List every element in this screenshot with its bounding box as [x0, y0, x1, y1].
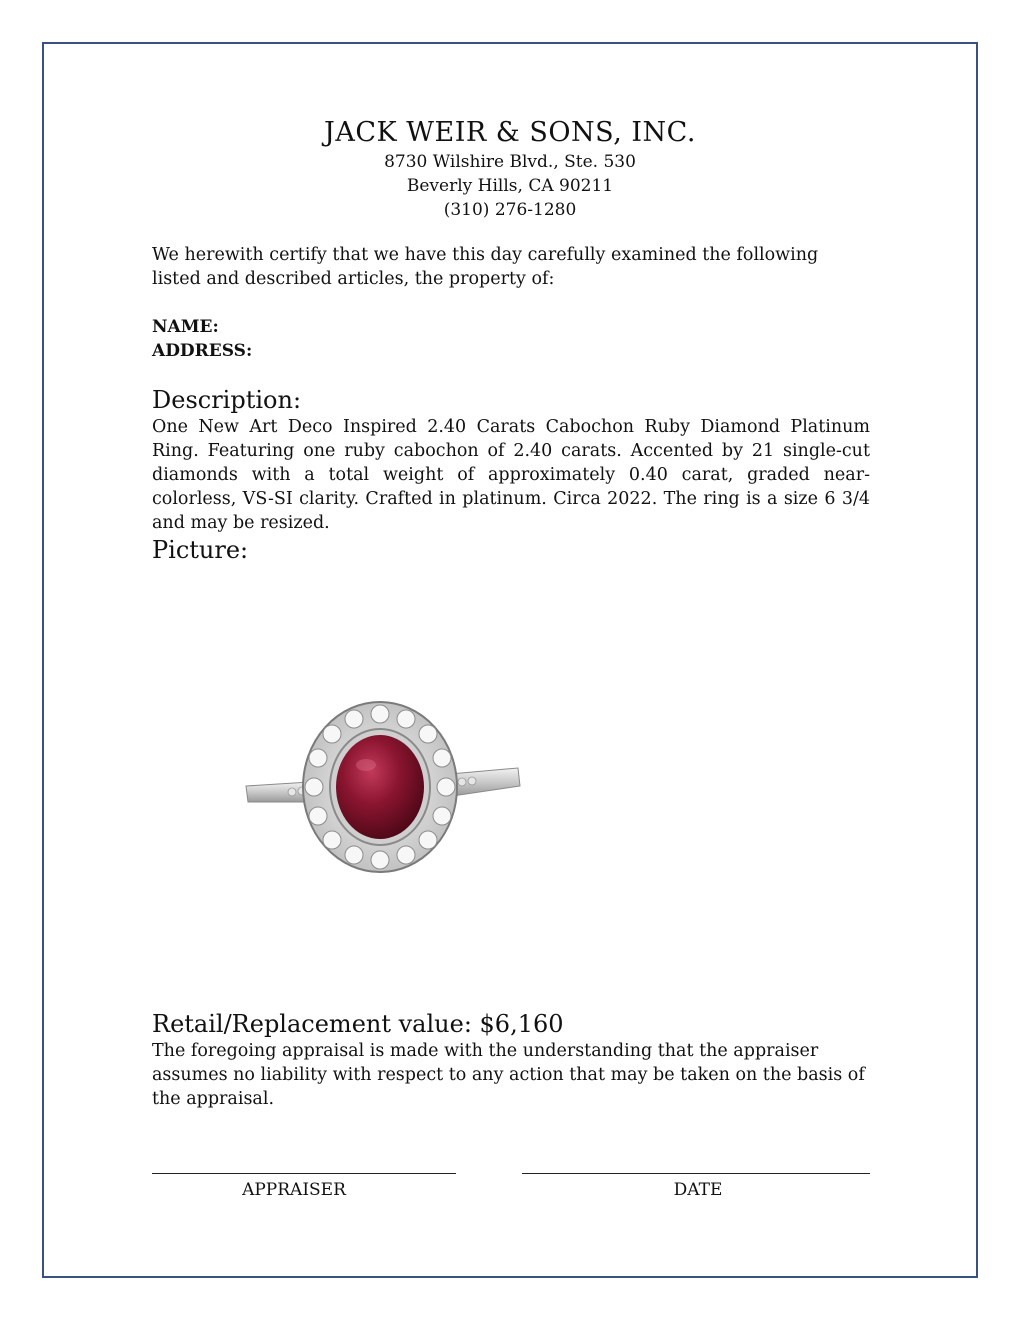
valuation-disclaimer: The foregoing appraisal is made with the understanding that the appraiser assumes no liability with respect to any action that may be taken on the basis of the appraisal.	[152, 1041, 865, 1109]
address-label: ADDRESS:	[152, 341, 253, 361]
picture-heading: Picture:	[152, 536, 249, 564]
date-signature-line	[522, 1173, 870, 1174]
company-address-line2: Beverly Hills, CA 90211	[406, 176, 614, 196]
company-phone: (310) 276-1280	[443, 200, 577, 220]
description-section	[152, 385, 870, 535]
valuation-section	[152, 1009, 870, 1111]
description-text: One New Art Deco Inspired 2.40 Carats Cabochon Ruby Diamond Platinum Ring. Featuring one ruby cabochon of 2.40 carats. Accented by 21 single-cut diamonds with a total weight of approximately 0.40 carat, graded near-colorless, VS-SI clarity. Crafted in platinum. Circa 2022. The ring is a size 6 3/4 and may be resized.	[152, 417, 870, 533]
name-label: NAME:	[152, 317, 219, 337]
ring-photo	[180, 660, 560, 920]
owner-fields	[152, 315, 870, 363]
company-name: JACK WEIR & SONS, INC.	[324, 117, 696, 148]
description-heading: Description:	[152, 386, 302, 414]
certification-section	[152, 243, 870, 291]
company-address-line1: 8730 Wilshire Blvd., Ste. 530	[384, 152, 636, 172]
picture-section	[152, 535, 870, 565]
date-label: DATE	[673, 1180, 723, 1200]
appraiser-label: APPRAISER	[242, 1180, 346, 1200]
company-header	[0, 116, 1020, 222]
appraiser-signature-line	[152, 1173, 456, 1174]
ruby-ring-image	[180, 660, 560, 920]
valuation-heading: Retail/Replacement value: $6,160	[152, 1010, 564, 1038]
certification-intro: We herewith certify that we have this day carefully examined the following listed and described articles, the property of:	[152, 245, 819, 289]
